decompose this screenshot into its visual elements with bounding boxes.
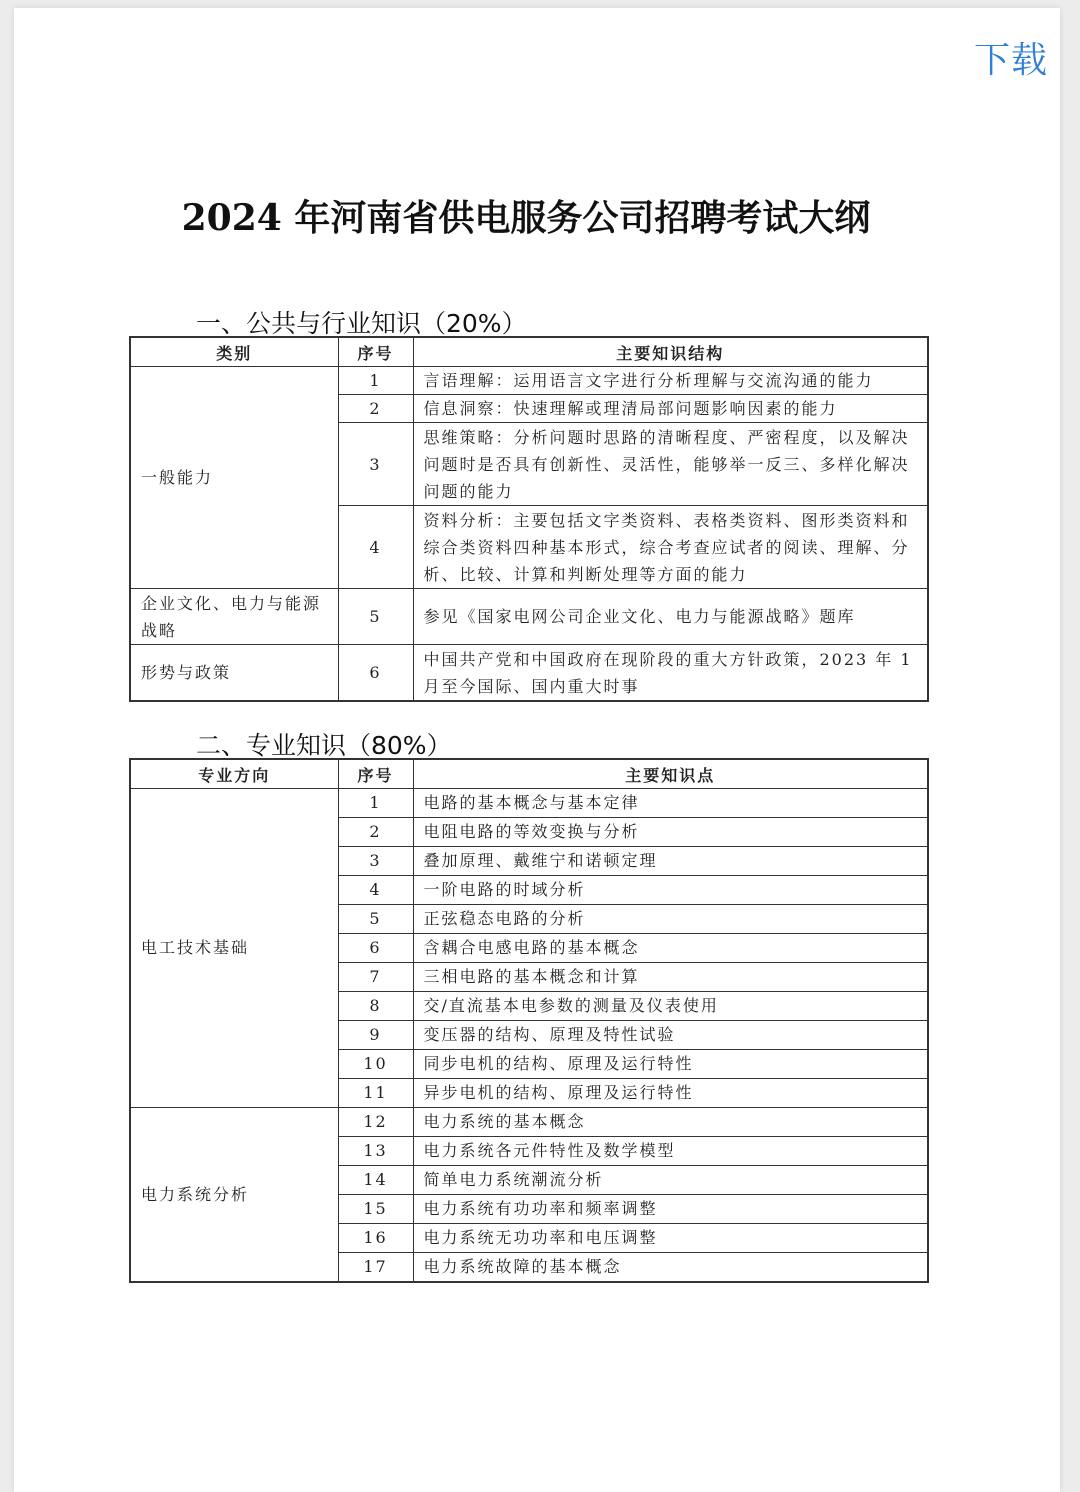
row-number: 11 [338,1079,413,1108]
row-number: 6 [338,934,413,963]
row-number: 16 [338,1224,413,1253]
row-content: 思维策略：分析问题时思路的清晰程度、严密程度，以及解决问题时是否具有创新性、灵活性，能够举一反三、多样化解决问题的能力 [413,423,928,506]
row-content: 电力系统有功功率和频率调整 [413,1195,928,1224]
row-content: 信息洞察：快速理解或理清局部问题影响因素的能力 [413,395,928,423]
row-content: 中国共产党和中国政府在现阶段的重大方针政策，2023 年 1 月至今国际、国内重大时事 [413,645,928,702]
knowledge-table-general [129,336,929,702]
table-row [130,589,928,645]
row-content: 资料分析：主要包括文字类资料、表格类资料、图形类资料和综合类资料四种基本形式，综合考查应试者的阅读、理解、分析、比较、计算和判断处理等方面的能力 [413,506,928,589]
row-number: 10 [338,1050,413,1079]
row-content: 电力系统无功功率和电压调整 [413,1224,928,1253]
row-number: 2 [338,395,413,423]
row-number: 1 [338,367,413,395]
download-button[interactable]: 下载 [973,40,1048,81]
page-title: 2024 年河南省供电服务公司招聘考试大纲 [181,197,871,239]
row-content: 叠加原理、戴维宁和诺顿定理 [413,847,928,876]
row-content: 言语理解：运用语言文字进行分析理解与交流沟通的能力 [413,367,928,395]
header-category: 类别 [130,337,338,367]
row-content: 电力系统各元件特性及数学模型 [413,1137,928,1166]
row-number: 15 [338,1195,413,1224]
header-direction: 专业方向 [130,759,338,789]
header-points: 主要知识点 [413,759,928,789]
row-content: 电力系统的基本概念 [413,1108,928,1137]
category-cell: 电力系统分析 [130,1108,338,1283]
category-cell: 一般能力 [130,367,338,589]
row-number: 5 [338,905,413,934]
row-number: 14 [338,1166,413,1195]
row-content: 含耦合电感电路的基本概念 [413,934,928,963]
table-row [130,645,928,702]
row-number: 2 [338,818,413,847]
header-number: 序号 [338,759,413,789]
row-number: 17 [338,1253,413,1283]
category-cell: 企业文化、电力与能源战略 [130,589,338,645]
row-content: 变压器的结构、原理及特性试验 [413,1021,928,1050]
row-content: 电力系统故障的基本概念 [413,1253,928,1283]
row-number: 4 [338,876,413,905]
row-content: 一阶电路的时域分析 [413,876,928,905]
row-content: 异步电机的结构、原理及运行特性 [413,1079,928,1108]
row-number: 6 [338,645,413,702]
row-content: 电阻电路的等效变换与分析 [413,818,928,847]
header-content: 主要知识结构 [413,337,928,367]
row-number: 5 [338,589,413,645]
row-number: 8 [338,992,413,1021]
row-content: 简单电力系统潮流分析 [413,1166,928,1195]
row-content: 参见《国家电网公司企业文化、电力与能源战略》题库 [413,589,928,645]
row-content: 交/直流基本电参数的测量及仪表使用 [413,992,928,1021]
knowledge-table-professional [129,758,929,1283]
row-content: 电路的基本概念与基本定律 [413,789,928,818]
row-number: 12 [338,1108,413,1137]
table-row [130,367,928,395]
category-cell: 形势与政策 [130,645,338,702]
row-content: 正弦稳态电路的分析 [413,905,928,934]
row-number: 13 [338,1137,413,1166]
table-header-row [130,759,928,789]
table-row [130,1108,928,1137]
section1-heading: 一、公共与行业知识（20%） [196,309,527,338]
header-number: 序号 [338,337,413,367]
table-row [130,789,928,818]
row-number: 4 [338,506,413,589]
row-content: 三相电路的基本概念和计算 [413,963,928,992]
table-header-row [130,337,928,367]
category-cell: 电工技术基础 [130,789,338,1108]
row-number: 7 [338,963,413,992]
row-number: 3 [338,423,413,506]
row-content: 同步电机的结构、原理及运行特性 [413,1050,928,1079]
row-number: 9 [338,1021,413,1050]
section2-heading: 二、专业知识（80%） [196,731,452,760]
row-number: 1 [338,789,413,818]
row-number: 3 [338,847,413,876]
